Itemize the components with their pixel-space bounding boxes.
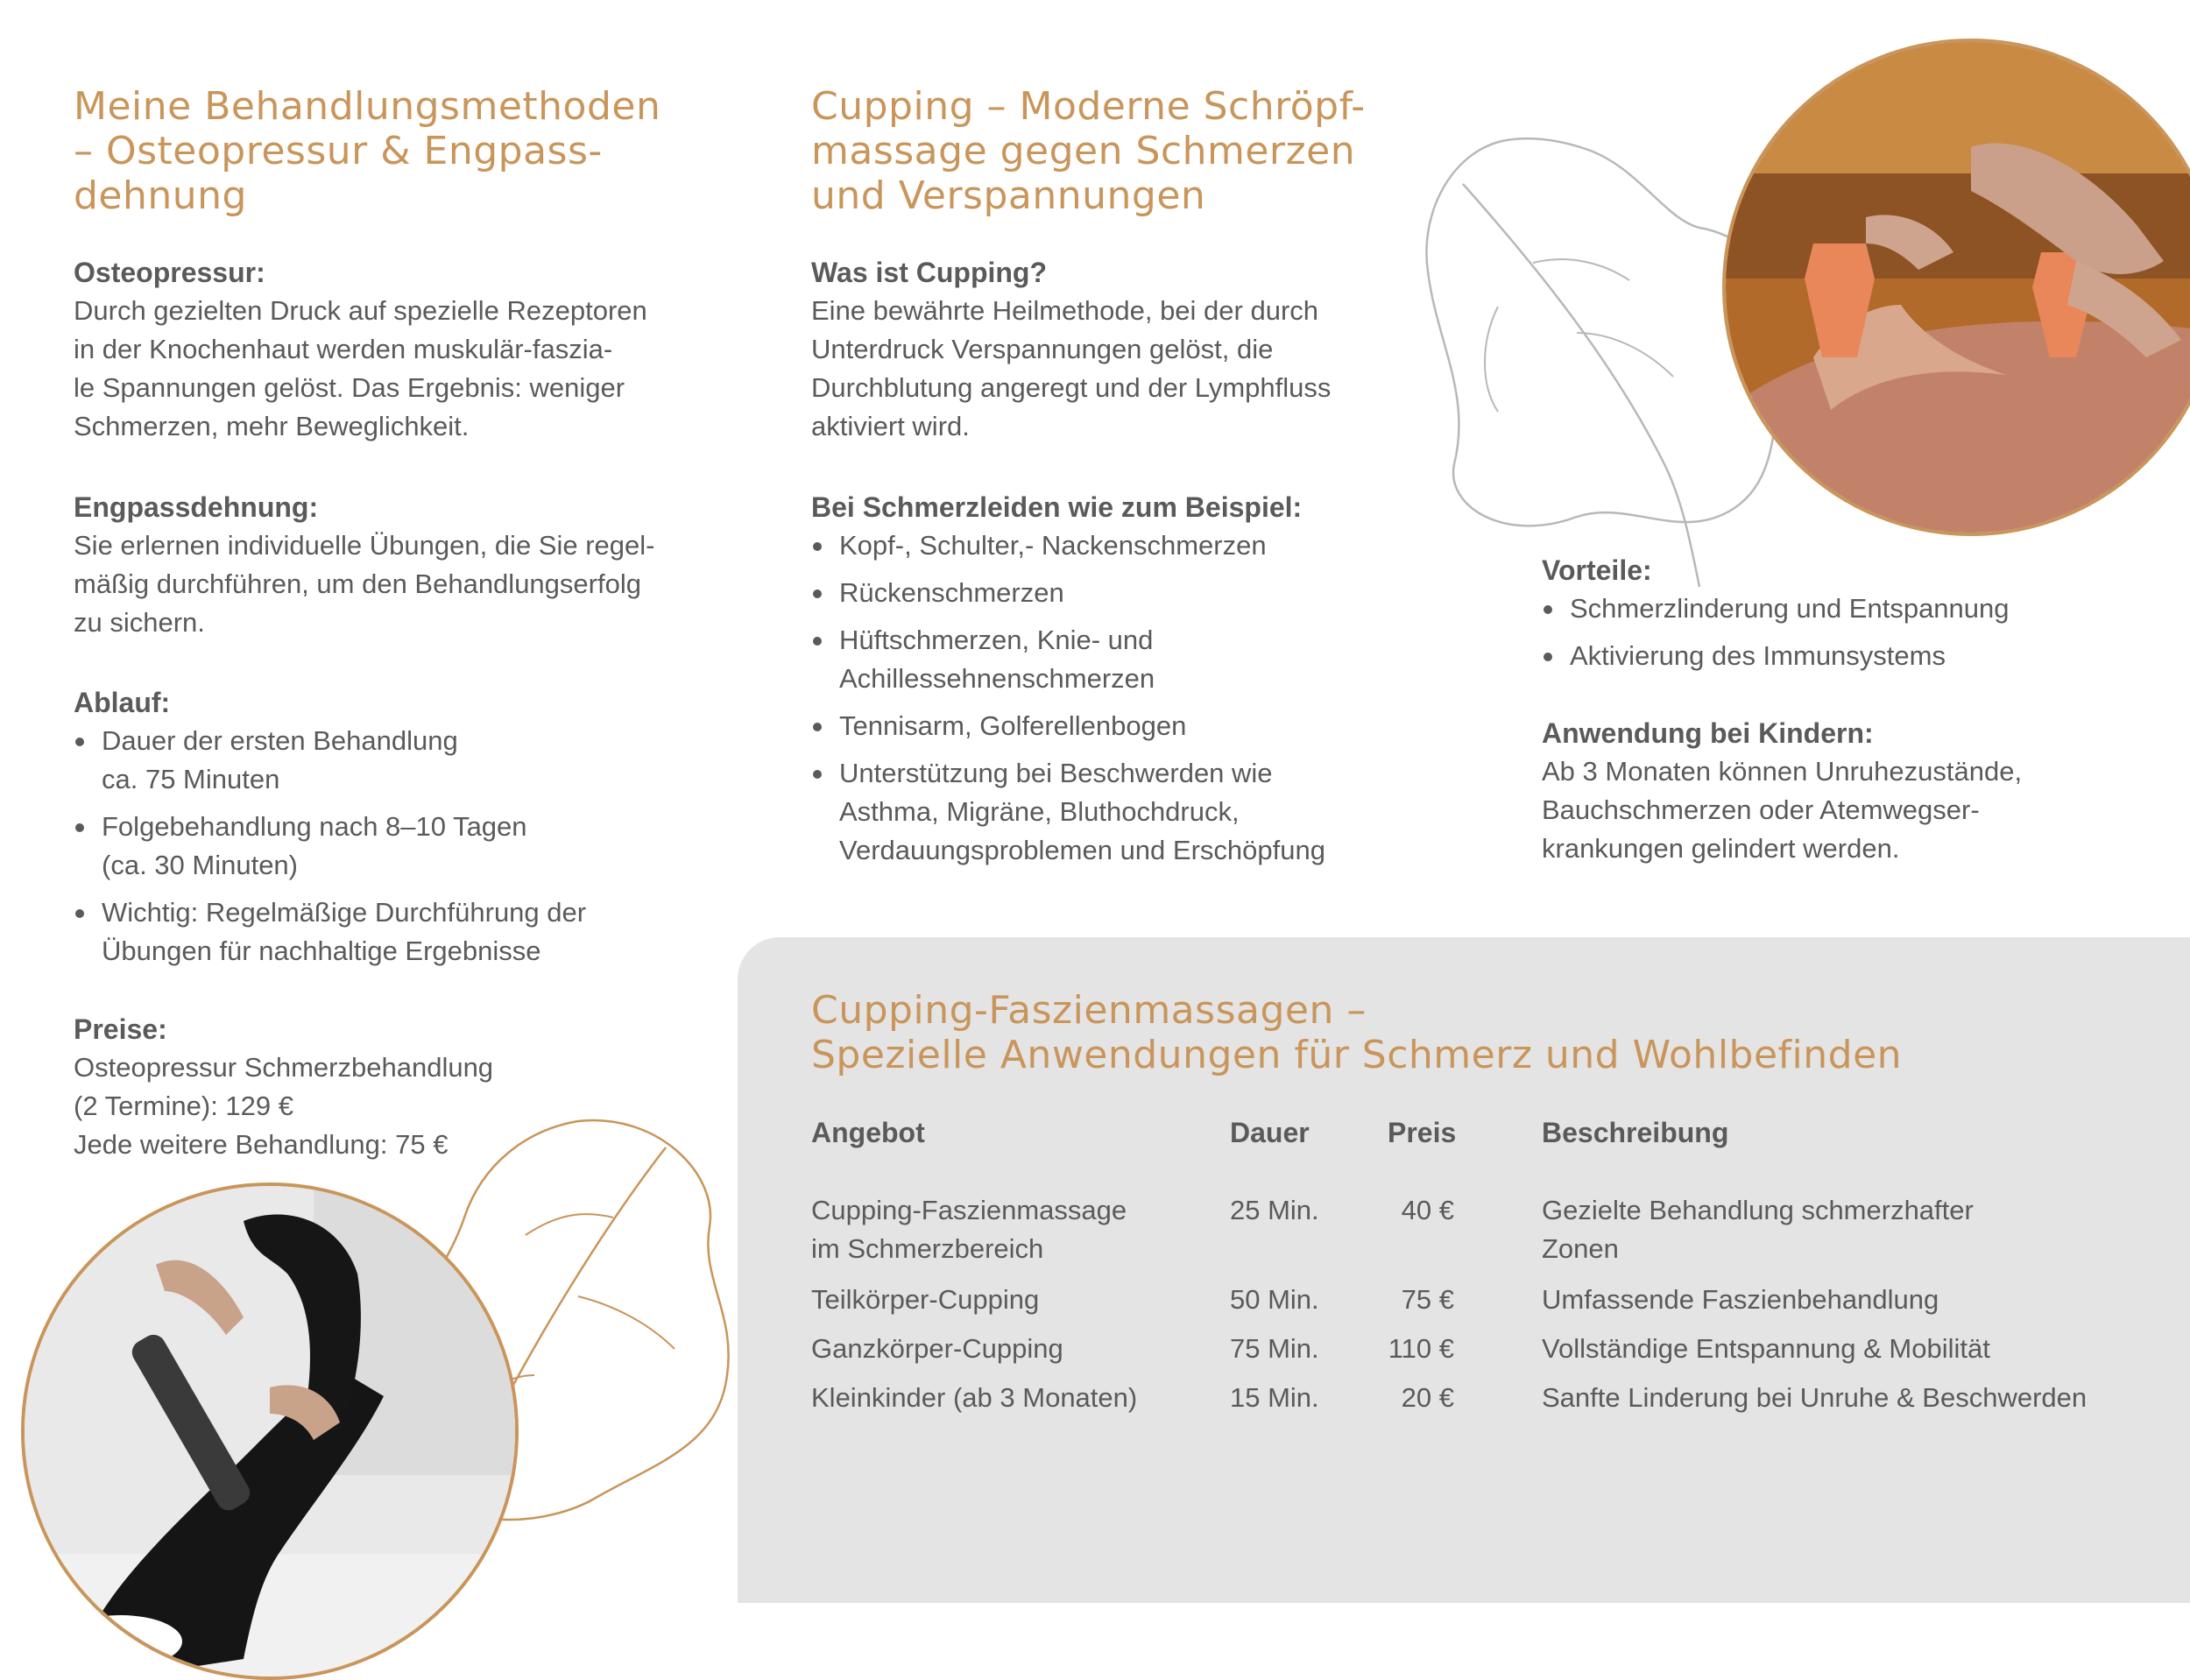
list-item: Hüftschmerzen, Knie- und Achillessehnenschmerzen: [811, 621, 1442, 698]
osteopressur-label: Osteopressur:: [74, 257, 265, 288]
cupping-treatment-illustration: [1726, 42, 2190, 533]
list-item: Dauer der ersten Behandlung ca. 75 Minuten: [74, 722, 704, 799]
table-cell-dauer: 50 Min.: [1230, 1284, 1319, 1315]
col-header-preis: Preis: [1388, 1117, 1457, 1148]
osteopressur-section: [74, 253, 704, 446]
kinder-label: Anwendung bei Kindern:: [1542, 717, 1874, 749]
leg-treatment-illustration: [25, 1186, 515, 1676]
list-item: Kopf-, Schulter,- Nackenschmerzen: [811, 526, 1442, 565]
table-cell-angebot: Teilkörper-Cupping: [811, 1284, 1040, 1315]
table-cell-angebot: Ganzkörper-Cupping: [811, 1333, 1063, 1364]
schmerz-section: [811, 488, 1442, 879]
cupping-was-text: Eine bewährte Heilmethode, bei der durch Unterdruck Verspannungen gelöst, die Durchblutung angeregt und der Lymphfluss aktiviert wird.: [811, 295, 1332, 441]
list-item: Folgebehandlung nach 8–10 Tagen (ca. 30 Minuten): [74, 808, 704, 885]
osteopressur-photo: [21, 1182, 519, 1680]
table-cell-dauer: 25 Min.: [1230, 1195, 1319, 1225]
table-cell-preis: 20 €: [1401, 1382, 1454, 1413]
list-item: Wichtig: Regelmäßige Durchführung der Übungen für nachhaltige Ergebnisse: [74, 893, 704, 971]
engpass-text: Sie erlernen individuelle Übungen, die Sie regel- mäßig durchführen, um den Behandlungserfolg zu sichern.: [74, 530, 655, 638]
table-cell-preis: 40 €: [1401, 1195, 1454, 1225]
ablauf-label: Ablauf:: [74, 687, 171, 718]
table-cell-preis: 75 €: [1401, 1284, 1454, 1315]
list-item: Tennisarm, Golferellenbogen: [811, 707, 1442, 745]
col-header-beschreibung: Beschreibung: [1542, 1117, 1729, 1148]
kinder-section: [1542, 714, 2155, 868]
osteopressur-heading: Meine Behandlungsmethoden – Osteopressur & Engpass- dehnung: [74, 84, 661, 218]
vorteile-label: Vorteile:: [1542, 554, 1652, 586]
ablauf-list: [74, 722, 704, 971]
table-cell-beschreibung: Sanfte Linderung bei Unruhe & Beschwerden: [1542, 1382, 2088, 1413]
engpass-section: [74, 488, 704, 642]
schmerz-label: Bei Schmerzleiden wie zum Beispiel:: [811, 491, 1303, 523]
ablauf-section: [74, 683, 704, 979]
list-item: Aktivierung des Immunsystems: [1542, 637, 2155, 675]
cupping-heading: Cupping – Moderne Schröpf- massage gegen Schmerzen und Verspannungen: [811, 84, 1366, 218]
table-cell-beschreibung: Gezielte Behandlung schmerzhafter Zonen: [1542, 1195, 1974, 1264]
preise-text: Osteopressur Schmerzbehandlung (2 Termine): 129 € Jede weitere Behandlung: 75 €: [74, 1052, 494, 1160]
table-cell-angebot: Kleinkinder (ab 3 Monaten): [811, 1382, 1138, 1413]
col-header-angebot: Angebot: [811, 1117, 925, 1148]
cupping-was-label: Was ist Cupping?: [811, 257, 1048, 288]
table-cell-beschreibung: Umfassende Faszienbehandlung: [1542, 1284, 1939, 1315]
list-item: Rückenschmerzen: [811, 574, 1442, 612]
osteopressur-text: Durch gezielten Druck auf spezielle Rezeptoren in der Knochenhaut werden muskulär-faszia- le Spannungen gelöst. Das Ergebnis: weniger Schmerzen, mehr Beweglichkeit.: [74, 295, 647, 441]
table-cell-angebot: Cupping-Faszienmassage im Schmerzbereich: [811, 1195, 1127, 1264]
list-item: Schmerzlinderung und Entspannung: [1542, 589, 2155, 628]
cupping-was-section: [811, 253, 1442, 446]
offer-heading: Cupping-Faszienmassagen – Spezielle Anwendungen für Schmerz und Wohlbefinden: [811, 988, 1903, 1077]
preise-label: Preise:: [74, 1013, 167, 1045]
kinder-text: Ab 3 Monaten können Unruhezustände, Bauchschmerzen oder Atemwegser- krankungen gelindert werden.: [1542, 756, 2023, 864]
schmerz-list: [811, 526, 1442, 870]
engpass-label: Engpassdehnung:: [74, 491, 319, 523]
table-cell-dauer: 75 Min.: [1230, 1333, 1319, 1364]
table-cell-beschreibung: Vollständige Entspannung & Mobilität: [1542, 1333, 1990, 1364]
col-header-dauer: Dauer: [1230, 1117, 1310, 1148]
vorteile-list: [1542, 589, 2155, 675]
vorteile-section: [1542, 551, 2155, 684]
table-cell-dauer: 15 Min.: [1230, 1382, 1319, 1413]
preise-section: [74, 1010, 704, 1164]
list-item: Unterstützung bei Beschwerden wie Asthma, Migräne, Bluthochdruck, Verdauungsproblemen und Erschöpfung: [811, 754, 1442, 870]
table-cell-preis: 110 €: [1388, 1333, 1454, 1364]
